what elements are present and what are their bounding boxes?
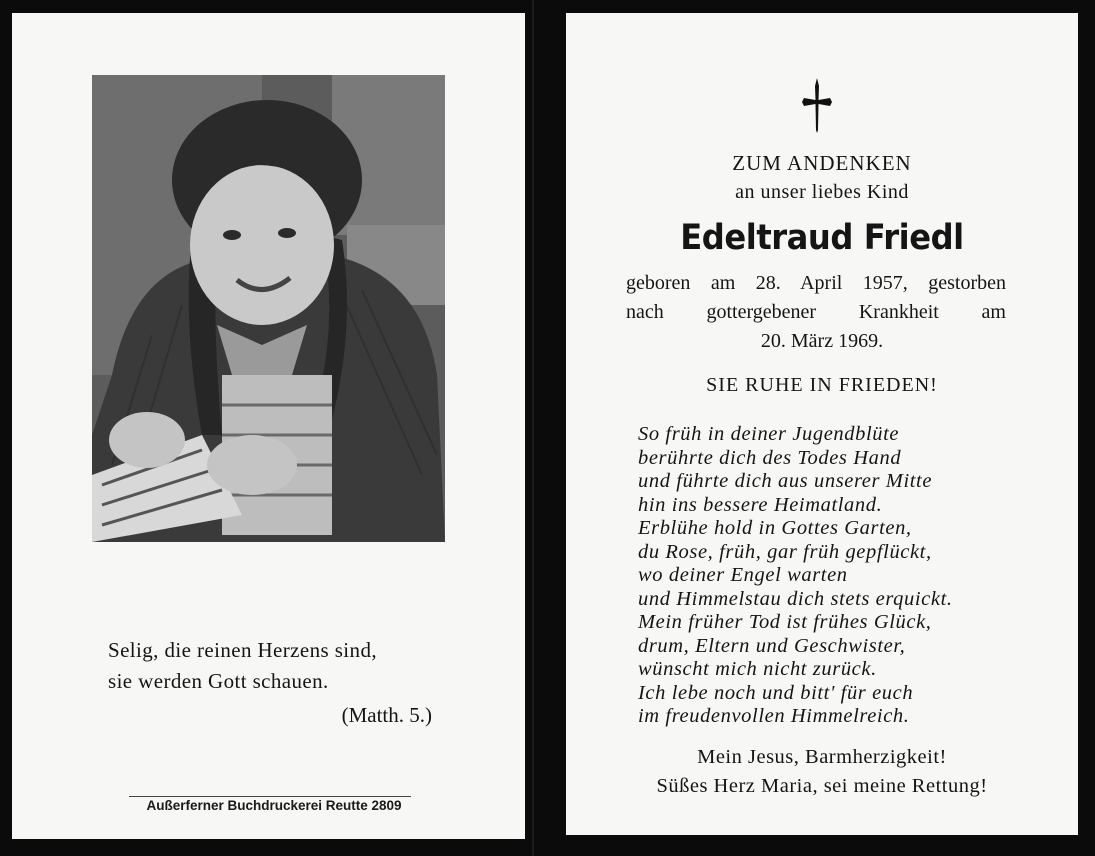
poem-line: im freudenvollen Himmelreich.	[638, 705, 910, 727]
quote-line-2: sie werden Gott schauen.	[108, 669, 329, 693]
dates-line-3: 20. März 1969.	[760, 330, 884, 352]
poem-line: Ich lebe noch und bitt' für euch	[638, 681, 914, 704]
rest-in-peace: SIE RUHE IN FRIEDEN!	[706, 374, 938, 396]
poem-line: wo deiner Engel warten	[638, 564, 848, 586]
poem-line: wünscht mich nicht zurück.	[638, 658, 877, 680]
quote-line-1: Selig, die reinen Herzens sind,	[108, 638, 377, 662]
poem-line: und führte dich aus unserer Mitte	[638, 470, 933, 492]
dates-line-1: geboren am 28. April 1957, gestorben	[626, 272, 1006, 294]
dates-line-2: nach gottergebener Krankheit am	[626, 301, 1006, 323]
card-fold	[532, 0, 534, 856]
printer-imprint: Außerferner Buchdruckerei Reutte 2809	[146, 798, 402, 813]
right-card	[566, 13, 1078, 835]
left-card	[12, 13, 525, 839]
prayer-line-1: Mein Jesus, Barmherzigkeit!	[697, 746, 947, 768]
poem-line: Mein früher Tod ist frühes Glück,	[638, 611, 932, 633]
poem-line: Erblühe hold in Gottes Garten,	[638, 517, 912, 539]
poem-line: berührte dich des Todes Hand	[638, 446, 902, 469]
portrait-photo	[92, 75, 445, 542]
poem-line: und Himmelstau dich stets erquickt.	[638, 587, 953, 610]
memorial-heading: ZUM ANDENKEN	[732, 151, 912, 175]
deceased-name: Edeltraud Friedl	[680, 218, 964, 258]
prayer-line-2: Süßes Herz Maria, sei meine Rettung!	[656, 775, 988, 797]
poem-line: drum, Eltern und Geschwister,	[638, 634, 906, 657]
poem-line: du Rose, früh, gar früh gepflückt,	[638, 540, 932, 563]
poem	[638, 423, 1058, 729]
quote-reference: (Matth. 5.)	[341, 703, 432, 727]
cross-icon	[800, 76, 834, 134]
poem-line: So früh in deiner Jugendblüte	[638, 423, 900, 445]
memorial-subheading: an unser liebes Kind	[735, 181, 909, 203]
poem-line: hin ins bessere Heimatland.	[638, 493, 883, 516]
printer-divider	[129, 796, 411, 797]
